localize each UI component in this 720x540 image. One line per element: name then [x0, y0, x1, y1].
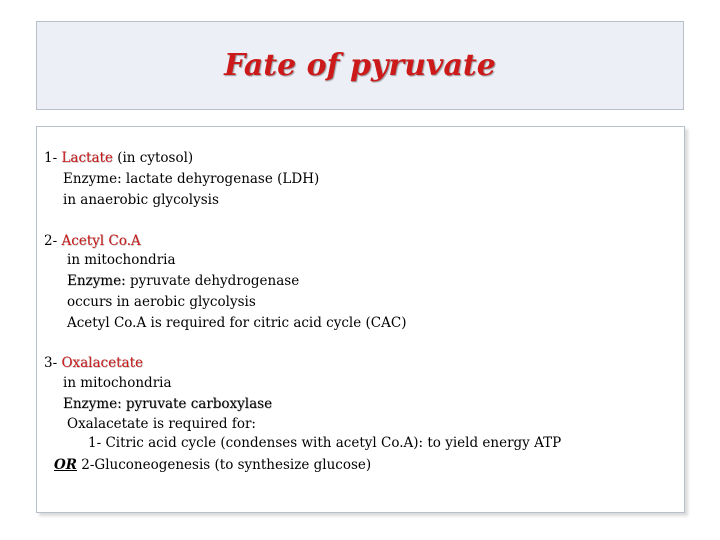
section-2-pathway: occurs in aerobic glycolysis — [67, 294, 256, 310]
section-3-title: Oxalacetate — [61, 355, 143, 371]
section-3-option-2-text: 2-Gluconeogenesis (to synthesize glucose) — [81, 457, 372, 473]
section-3-enzyme: Enzyme: pyruvate carboxylase — [63, 396, 273, 412]
section-1-title: Lactate — [61, 150, 113, 166]
section-1-pathway: in anaerobic glycolysis — [63, 192, 219, 208]
section-1-number: 1- — [44, 150, 58, 166]
section-2-enzyme-name: pyruvate dehydrogenase — [129, 273, 300, 289]
title-box — [36, 21, 684, 110]
section-2-requirement: Acetyl Co.A is required for citric acid cycle (CAC) — [67, 315, 407, 331]
section-2-number: 2- — [44, 233, 58, 249]
section-1-enzyme: Enzyme: lactate dehyrogenase (LDH) — [63, 171, 320, 187]
section-2-enzyme — [67, 272, 299, 290]
section-3-option-2 — [54, 456, 371, 474]
content-box — [36, 126, 685, 513]
section-2-heading — [44, 232, 141, 250]
section-3-number: 3- — [44, 355, 58, 371]
section-3-heading — [44, 354, 143, 372]
section-3-option-1: 1- Citric acid cycle (condenses with acetyl Co.A): to yield energy ATP — [88, 435, 562, 451]
or-connector: OR — [54, 457, 77, 473]
section-2-location: in mitochondria — [67, 252, 176, 268]
section-1-suffix: (in cytosol) — [117, 150, 194, 166]
section-3-location: in mitochondria — [63, 375, 172, 391]
slide-title: Fate of pyruvate — [224, 48, 496, 83]
section-3-requirement: Oxalacetate is required for: — [67, 416, 256, 432]
section-1-heading — [44, 149, 193, 167]
section-2-title: Acetyl Co.A — [61, 233, 141, 249]
section-2-enzyme-label: Enzyme: — [67, 273, 126, 289]
